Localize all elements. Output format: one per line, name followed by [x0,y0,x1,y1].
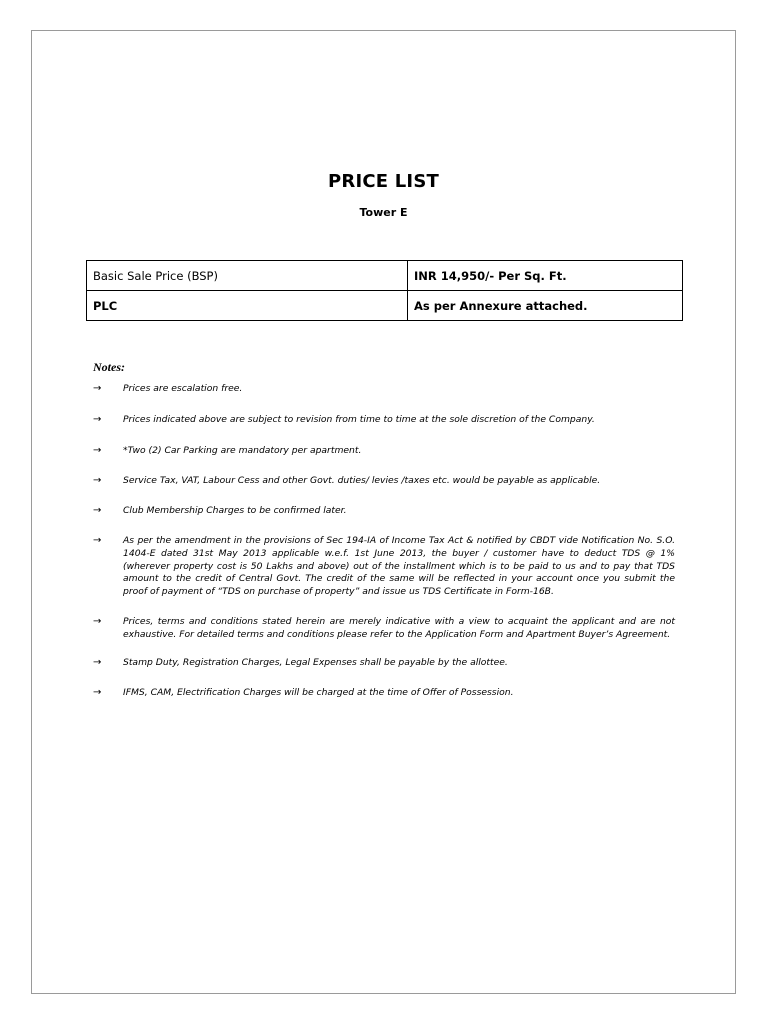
arrow-right-icon: → [93,505,102,516]
note-text: IFMS, CAM, Electrification Charges will be charged at the time of Offer of Possession. [123,687,514,698]
note-text: As per the amendment in the provisions of Sec 194-IA of Income Tax Act & notified by CBDT vide Notification No. S.O. 1404-E dated 31st May 2013 applicable w.e.f. 1st June 2013, the buyer / customer have to deduct TDS @ 1% (wherever property cost is 50 Lakhs and above) out of the installment which is to be paid to us and to pay that TDS amount to the credit of Central Govt. The credit of the same will be reflected in your account once you submit the proof of payment of “TDS on purchase of property” and issue us TDS Certificate in Form-16B. [123,535,675,598]
list-item [93,445,675,458]
page-subtitle: Tower E [359,206,408,219]
list-item [93,687,675,700]
arrow-right-icon: → [93,475,102,486]
list-item [93,616,675,642]
list-item [93,414,675,427]
table-cell-value: INR 14,950/- Per Sq. Ft. [408,261,683,291]
list-item [93,475,675,488]
arrow-right-icon: → [93,687,102,698]
list-item [93,535,675,599]
note-text: Club Membership Charges to be confirmed later. [123,505,347,516]
arrow-right-icon: → [93,535,102,546]
note-text: Prices indicated above are subject to revision from time to time at the sole discretion of the Company. [123,414,595,425]
table-cell-label: Basic Sale Price (BSP) [87,261,408,291]
table-cell-label: PLC [87,291,408,321]
list-item [93,505,675,518]
table-cell-value: As per Annexure attached. [408,291,683,321]
note-text: *Two (2) Car Parking are mandatory per apartment. [123,445,362,456]
note-text: Service Tax, VAT, Labour Cess and other Govt. duties/ levies /taxes etc. would be payable as applicable. [123,475,601,486]
document-page [31,30,736,994]
note-text: Prices, terms and conditions stated herein are merely indicative with a view to acquaint the applicant and are not exhaustive. For detailed terms and conditions please refer to the Application Form and Apartment Buyer’s Agreement. [123,616,675,640]
arrow-right-icon: → [93,445,102,456]
price-table [86,260,683,321]
table-row [87,261,683,291]
notes-heading: Notes: [93,360,125,374]
arrow-right-icon: → [93,616,102,627]
list-item [93,383,675,396]
list-item [93,657,675,670]
note-text: Prices are escalation free. [123,383,243,394]
arrow-right-icon: → [93,657,102,668]
arrow-right-icon: → [93,414,102,425]
page-title: PRICE LIST [328,171,439,192]
table-row [87,291,683,321]
arrow-right-icon: → [93,383,102,394]
note-text: Stamp Duty, Registration Charges, Legal Expenses shall be payable by the allottee. [123,657,508,668]
